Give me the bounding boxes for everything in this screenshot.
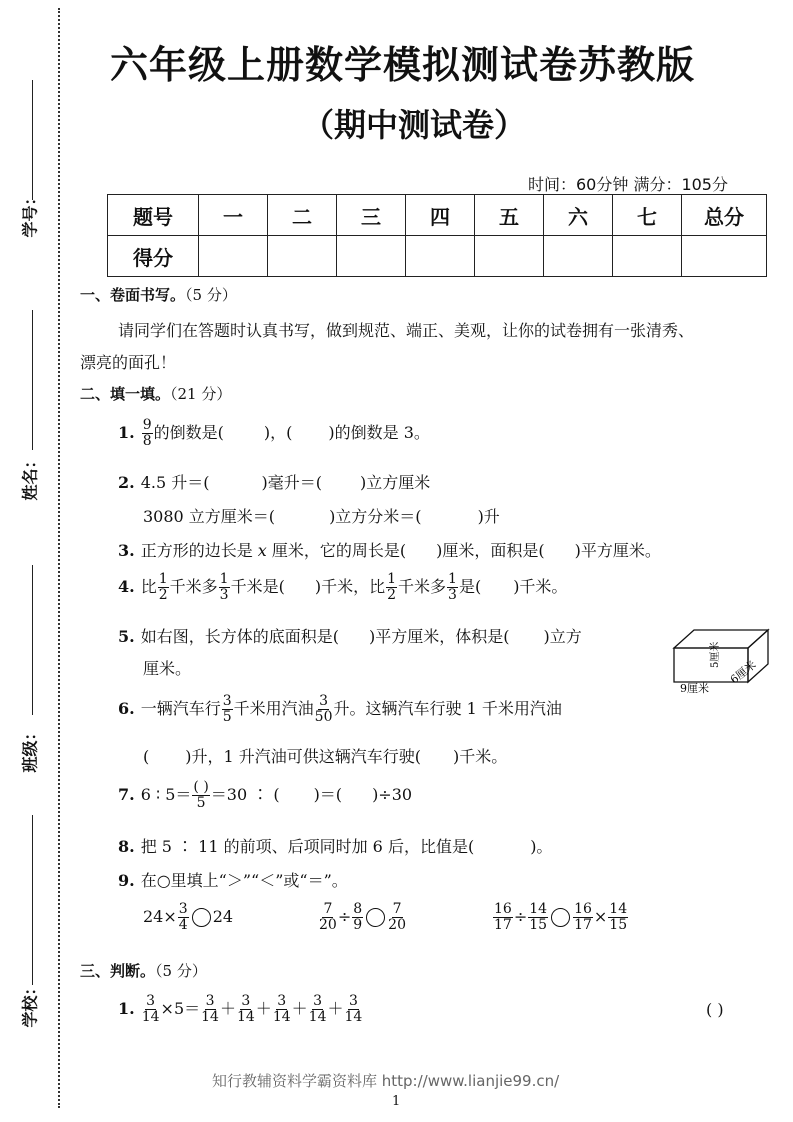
score-cell[interactable] xyxy=(406,236,475,277)
text: ( xyxy=(143,747,150,766)
fraction xyxy=(192,780,209,811)
text: 24× xyxy=(143,907,177,926)
fraction xyxy=(352,902,363,933)
numerator: 3 xyxy=(205,993,215,1009)
text: 厘米，它的周长是( xyxy=(266,541,407,560)
denominator: 50 xyxy=(314,709,333,725)
score-header-cell: 一 xyxy=(199,195,268,236)
comparison-circle[interactable] xyxy=(551,908,570,927)
denominator: 15 xyxy=(529,917,548,933)
question-2-2 xyxy=(118,470,430,493)
denominator: 14 xyxy=(308,1009,327,1025)
score-header-cell: 三 xyxy=(337,195,406,236)
text: )升，1 升汽油可供这辆汽车行驶( xyxy=(185,747,422,766)
text: )立方厘米 xyxy=(359,473,431,492)
text: )，( xyxy=(263,423,293,442)
score-header-cell: 七 xyxy=(613,195,682,236)
cuboid-figure xyxy=(668,622,772,696)
operator: × xyxy=(593,907,608,926)
fraction xyxy=(447,572,458,603)
section3-points: （5 分） xyxy=(155,962,207,980)
section3-title: 三、判断。 xyxy=(80,962,156,980)
text: 如右图，长方体的底面积是( xyxy=(140,627,339,646)
numerator: 1 xyxy=(219,571,229,587)
numerator: 3 xyxy=(146,993,156,1009)
score-cell[interactable] xyxy=(475,236,544,277)
text: )立方分米＝( xyxy=(329,507,422,526)
score-header-cell: 二 xyxy=(268,195,337,236)
score-header-cell: 四 xyxy=(406,195,475,236)
variable: x xyxy=(257,541,267,560)
text: )平方厘米。 xyxy=(574,541,661,560)
text: 一辆汽车行 xyxy=(140,699,221,718)
question-2-4 xyxy=(118,572,567,603)
text: 千米多 xyxy=(398,577,447,596)
comparison-circle[interactable] xyxy=(366,908,385,927)
numerator: 1 xyxy=(158,571,168,587)
fraction xyxy=(608,902,628,933)
text: )厘米，面积是( xyxy=(436,541,545,560)
denominator: 14 xyxy=(141,1009,160,1025)
fraction xyxy=(493,902,513,933)
score-header-cell: 六 xyxy=(544,195,613,236)
numerator: 3 xyxy=(222,693,232,709)
denominator: 20 xyxy=(319,917,337,933)
denominator: 15 xyxy=(609,917,628,933)
numerator-blank[interactable]: ( ) xyxy=(193,779,209,795)
section1-text-line1: 请同学们在答题时认真书写，做到规范、端正、美观，让你的试卷拥有一张清秀、 xyxy=(118,321,695,340)
text: 在○里填上“＞”“＜”或“＝”。 xyxy=(140,871,348,890)
fraction xyxy=(319,902,337,933)
text: 千米用汽油 xyxy=(233,699,314,718)
fraction xyxy=(386,572,397,603)
fraction xyxy=(315,694,333,725)
numerator: 16 xyxy=(494,901,512,917)
question-number: 2. xyxy=(118,473,135,492)
denominator: 4 xyxy=(178,917,188,933)
class-label: 班级： xyxy=(20,724,40,773)
text: 24 xyxy=(212,907,234,926)
operator: ÷ xyxy=(337,907,352,926)
fraction xyxy=(528,902,548,933)
numerator: 3 xyxy=(348,993,358,1009)
numerator: 14 xyxy=(609,901,628,917)
section1-heading xyxy=(80,284,237,305)
score-cell[interactable] xyxy=(199,236,268,277)
school-line[interactable] xyxy=(32,815,33,985)
section1-text-line2: 漂亮的面孔！ xyxy=(80,353,177,372)
section3-heading xyxy=(80,960,207,981)
text: 千米是( xyxy=(230,577,285,596)
section1-title: 一、卷面书写。 xyxy=(80,286,186,304)
text: )÷30 xyxy=(372,785,413,804)
section2-title: 二、填一填。 xyxy=(80,385,171,403)
numerator: 7 xyxy=(323,901,333,917)
fraction xyxy=(158,572,169,603)
question-2-8 xyxy=(118,834,552,857)
text: )的倒数是 3。 xyxy=(328,423,430,442)
numerator: 3 xyxy=(277,993,287,1009)
text: )千米，比 xyxy=(314,577,386,596)
cuboid-height-label: 5厘米 xyxy=(710,641,721,668)
text: 升。这辆汽车行驶 1 千米用汽油 xyxy=(333,699,562,718)
operator: ＋ xyxy=(291,999,308,1018)
fraction xyxy=(222,694,233,725)
score-cell[interactable] xyxy=(268,236,337,277)
binding-dotted-line xyxy=(58,8,60,1108)
question-number: 4. xyxy=(118,577,135,596)
numerator: 1 xyxy=(387,571,396,587)
denominator: 14 xyxy=(201,1009,219,1025)
text: )千米。 xyxy=(513,577,568,596)
page-subtitle: （期中测试卷） xyxy=(302,106,527,144)
fraction xyxy=(388,902,406,933)
text: 6 ∶ 5＝ xyxy=(140,785,192,804)
student-id-line[interactable] xyxy=(32,80,33,200)
question-number: 1. xyxy=(118,423,135,442)
page-title: 六年级上册数学模拟测试卷苏教版 xyxy=(110,43,696,87)
denominator: 3 xyxy=(448,587,457,603)
judgement-answer-paren[interactable]: ( ) xyxy=(706,1000,724,1019)
score-header-cell: 五 xyxy=(475,195,544,236)
text: 的倒数是( xyxy=(153,423,224,442)
fraction xyxy=(142,994,160,1025)
footer-source: 知行教辅资料学霸资料库 http://www.lianjie99.cn/ xyxy=(212,1072,560,1090)
score-header-cell: 总分 xyxy=(682,195,767,236)
denominator: 5 xyxy=(196,795,206,811)
name-line[interactable] xyxy=(32,310,33,450)
question-3-1 xyxy=(118,994,363,1025)
score-cell[interactable] xyxy=(337,236,406,277)
score-table xyxy=(107,194,767,277)
text: )立方 xyxy=(543,627,582,646)
denominator: 20 xyxy=(388,917,406,933)
question-number: 5. xyxy=(118,627,135,646)
question-2-9 xyxy=(118,868,348,891)
question-2-2-line2 xyxy=(143,504,500,527)
denominator: 2 xyxy=(387,587,396,603)
text: 比 xyxy=(140,577,157,596)
fraction xyxy=(142,418,153,449)
operator: ＋ xyxy=(255,999,272,1018)
denominator: 9 xyxy=(353,917,363,933)
fraction xyxy=(309,994,327,1025)
score-cell[interactable] xyxy=(544,236,613,277)
denominator: 14 xyxy=(344,1009,363,1025)
question-2-5 xyxy=(118,624,582,647)
section2-heading xyxy=(80,383,231,404)
denominator: 14 xyxy=(236,1009,255,1025)
fraction xyxy=(178,902,189,933)
question-2-6-line2 xyxy=(143,744,507,767)
cuboid-top-face xyxy=(674,630,768,648)
denominator: 5 xyxy=(222,709,232,725)
score-table-score-row xyxy=(108,236,767,277)
denominator: 3 xyxy=(219,587,229,603)
text: )＝( xyxy=(313,785,343,804)
question-2-1 xyxy=(118,418,430,449)
denominator: 17 xyxy=(574,917,592,933)
section2-points: （21 分） xyxy=(170,385,232,403)
question-number: 6. xyxy=(118,699,135,718)
score-table-header-row xyxy=(108,195,767,236)
operator: ＋ xyxy=(327,999,344,1018)
denominator: 17 xyxy=(494,917,512,933)
numerator: 14 xyxy=(529,901,548,917)
text: 是( xyxy=(458,577,482,596)
cuboid-width-label: 6厘米 xyxy=(727,658,759,687)
fraction xyxy=(237,994,255,1025)
comparison-1 xyxy=(143,902,233,933)
denominator: 2 xyxy=(158,587,168,603)
name-label: 姓名： xyxy=(20,452,40,501)
numerator: 8 xyxy=(353,901,363,917)
numerator: 7 xyxy=(392,901,402,917)
fraction xyxy=(573,902,593,933)
cuboid-length-label: 9厘米 xyxy=(680,682,709,695)
fraction xyxy=(345,994,363,1025)
numerator: 3 xyxy=(241,993,251,1009)
question-2-7 xyxy=(118,780,412,811)
question-number: 7. xyxy=(118,785,135,804)
text: )升 xyxy=(477,507,500,526)
fraction xyxy=(219,572,230,603)
numerator: 3 xyxy=(313,993,323,1009)
text: )平方厘米，体积是( xyxy=(368,627,510,646)
numerator: 3 xyxy=(178,901,188,917)
numerator: 9 xyxy=(142,417,152,433)
question-number: 3. xyxy=(118,541,135,560)
student-id-label: 学号： xyxy=(20,189,40,238)
page-number: 1 xyxy=(392,1094,401,1109)
comparison-2 xyxy=(318,902,407,933)
text: )。 xyxy=(530,837,553,856)
question-number: 8. xyxy=(118,837,135,856)
text: 4.5 升＝( xyxy=(140,473,210,492)
operator: ÷ xyxy=(513,907,528,926)
text: 把 5 ∶ 11 的前项、后项同时加 6 后，比值是( xyxy=(140,837,475,856)
score-cell[interactable] xyxy=(682,236,767,277)
score-header-cell: 题号 xyxy=(108,195,199,236)
class-line[interactable] xyxy=(32,565,33,715)
section1-points: （5 分） xyxy=(185,286,237,304)
fraction xyxy=(273,994,291,1025)
question-2-3 xyxy=(118,538,661,561)
denominator: 8 xyxy=(142,433,152,449)
question-number: 9. xyxy=(118,871,135,890)
denominator: 14 xyxy=(272,1009,291,1025)
text: ＝30 ∶ ( xyxy=(210,785,280,804)
numerator: 16 xyxy=(574,901,592,917)
question-2-6 xyxy=(118,694,562,725)
text: 千米多 xyxy=(169,577,218,596)
text: 正方形的边长是 xyxy=(140,541,258,560)
numerator: 3 xyxy=(319,693,329,709)
text: )毫升＝( xyxy=(261,473,322,492)
question-2-5-line2: 厘米。 xyxy=(143,659,192,678)
comparison-3 xyxy=(492,902,629,933)
time-info: 时间：60分钟 满分：105分 xyxy=(528,175,728,194)
score-cell[interactable] xyxy=(613,236,682,277)
numerator: 1 xyxy=(448,571,457,587)
text: )千米。 xyxy=(453,747,508,766)
comparison-circle[interactable] xyxy=(192,908,211,927)
question-number: 1. xyxy=(118,999,135,1018)
operator: ＋ xyxy=(219,999,236,1018)
score-row-label: 得分 xyxy=(108,236,199,277)
text: ×5＝ xyxy=(160,999,201,1018)
text: 3080 立方厘米＝( xyxy=(143,507,276,526)
fraction xyxy=(201,994,219,1025)
school-label: 学校： xyxy=(20,979,40,1028)
